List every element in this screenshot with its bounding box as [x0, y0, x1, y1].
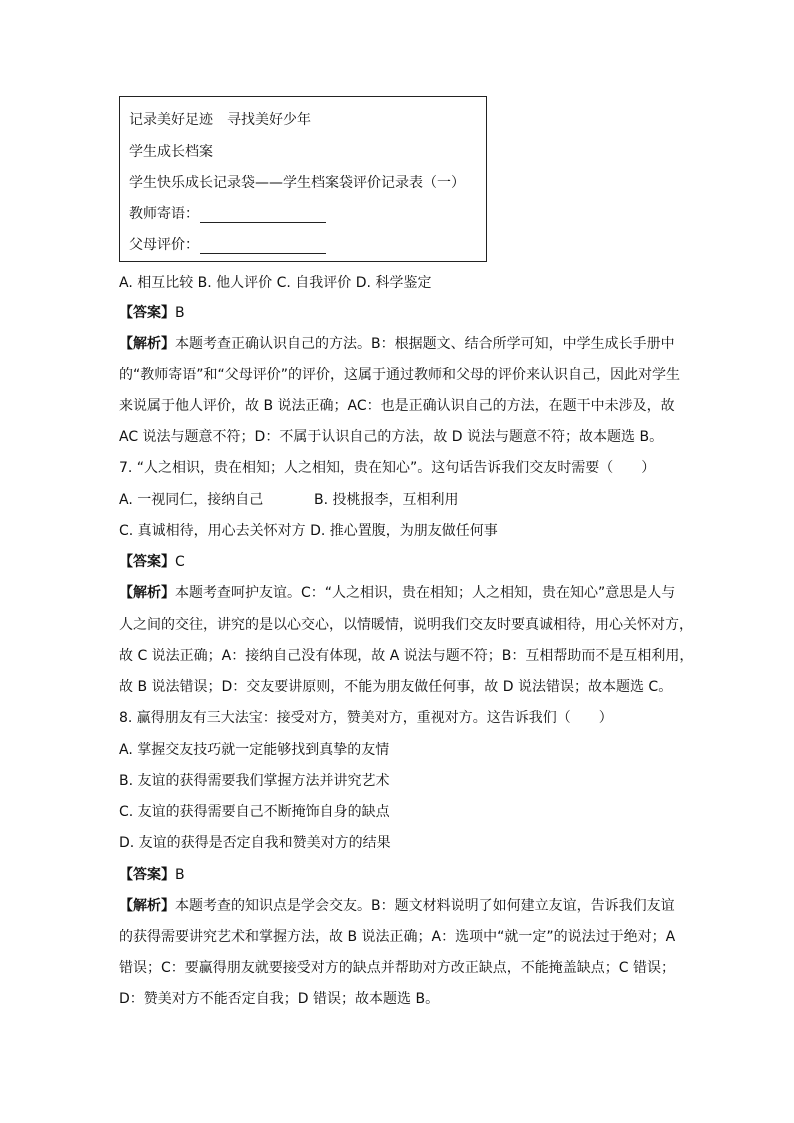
q7-answer — [119, 551, 185, 571]
parent-blank — [200, 239, 326, 254]
q8-answer — [119, 864, 185, 884]
teacher-blank — [200, 208, 326, 223]
teacher-label: 教师寄语： — [129, 206, 199, 222]
q6-analysis-line-3: 来说属于他人评价，故 B 说法正确；AC：也是正确认识自己的方法，在题干中未涉及，故 — [119, 398, 675, 414]
q7-option-b: B. 投桃报李，互相利用 — [314, 492, 459, 508]
q7-option-a: A. 一视同仁，接纳自己 — [119, 492, 264, 508]
q8-analysis-line-3: 错误；C：要赢得朋友就要接受对方的缺点并帮助对方改正缺点，不能掩盖缺点；C 错误； — [119, 960, 675, 976]
box-line-2: 学生成长档案 — [129, 144, 213, 160]
analysis-text: 本题考查正确认识自己的方法。B：根据题文、结合所学可知，中学生成长手册中 — [175, 336, 675, 352]
q8-option-d: D. 友谊的获得是否定自我和赞美对方的结果 — [119, 835, 391, 851]
box-line-3: 学生快乐成长记录袋——学生档案袋评价记录表（一） — [129, 175, 465, 191]
q8-option-c: C. 友谊的获得需要自己不断掩饰自身的缺点 — [119, 804, 390, 820]
q8-analysis-line-2: 的获得需要讲究艺术和掌握方法，故 B 说法正确；A：选项中“就一定”的说法过于绝对；A — [119, 929, 676, 945]
answer-tag: 【答案】 — [119, 554, 175, 570]
answer-tag: 【答案】 — [119, 305, 175, 321]
q7-analysis-line-3: 故 C 说法正确；A：接纳自己没有体现，故 A 说法与题不符；B：互相帮助而不是互相利用， — [119, 648, 694, 664]
parent-comment-row — [129, 234, 326, 254]
answer-value: B — [175, 305, 185, 321]
q6-analysis-line-4: AC 说法与题意不符；D：不属于认识自己的方法，故 D 说法与题意不符；故本题选 B。 — [119, 429, 664, 445]
q6-analysis-line-1 — [119, 333, 674, 353]
q8-option-a: A. 掌握交友技巧就一定能够找到真挚的友情 — [119, 742, 390, 758]
q8-stem: 8. 赢得朋友有三大法宝：接受对方，赞美对方，重视对方。这告诉我们（ ） — [119, 710, 613, 726]
q8-analysis-line-1 — [119, 895, 674, 915]
q6-options: A. 相互比较 B. 他人评价 C. 自我评价 D. 科学鉴定 — [119, 275, 432, 291]
answer-value: B — [175, 867, 185, 883]
record-box — [119, 96, 487, 262]
parent-label: 父母评价： — [129, 237, 199, 253]
analysis-tag: 【解析】 — [119, 585, 175, 601]
box-line-1: 记录美好足迹 寻找美好少年 — [129, 112, 311, 128]
q7-analysis-line-1 — [119, 582, 674, 602]
q6-answer — [119, 302, 185, 322]
answer-tag: 【答案】 — [119, 867, 175, 883]
analysis-text: 本题考查呵护友谊。C：“人之相识，贵在相知；人之相知，贵在知心”意思是人与 — [175, 585, 676, 601]
q8-option-b: B. 友谊的获得需要我们掌握方法并讲究艺术 — [119, 773, 390, 789]
q7-stem: 7. “人之相识，贵在相知；人之相知，贵在知心”。这句话告诉我们交友时需要（ ） — [119, 460, 656, 476]
q7-option-cd: C. 真诚相待，用心去关怀对方 D. 推心置腹，为朋友做任何事 — [119, 523, 498, 539]
analysis-text: 本题考查的知识点是学会交友。B：题文材料说明了如何建立友谊，告诉我们友谊 — [175, 898, 675, 914]
q6-analysis-line-2: 的“教师寄语”和“父母评价”的评价，这属于通过教师和父母的评价来认识自己，因此对学生 — [119, 367, 681, 383]
q7-analysis-line-2: 人之间的交往，讲究的是以心交心，以情暖情，说明我们交友时要真诚相待，用心关怀对方， — [119, 617, 693, 633]
answer-value: C — [175, 554, 185, 570]
teacher-comment-row — [129, 203, 326, 223]
q7-analysis-line-4: 故 B 说法错误；D：交友要讲原则，不能为朋友做任何事，故 D 说法错误；故本题选 C。 — [119, 679, 673, 695]
analysis-tag: 【解析】 — [119, 336, 175, 352]
analysis-tag: 【解析】 — [119, 898, 175, 914]
q8-analysis-line-4: D：赞美对方不能否定自我；D 错误；故本题选 B。 — [119, 991, 440, 1007]
